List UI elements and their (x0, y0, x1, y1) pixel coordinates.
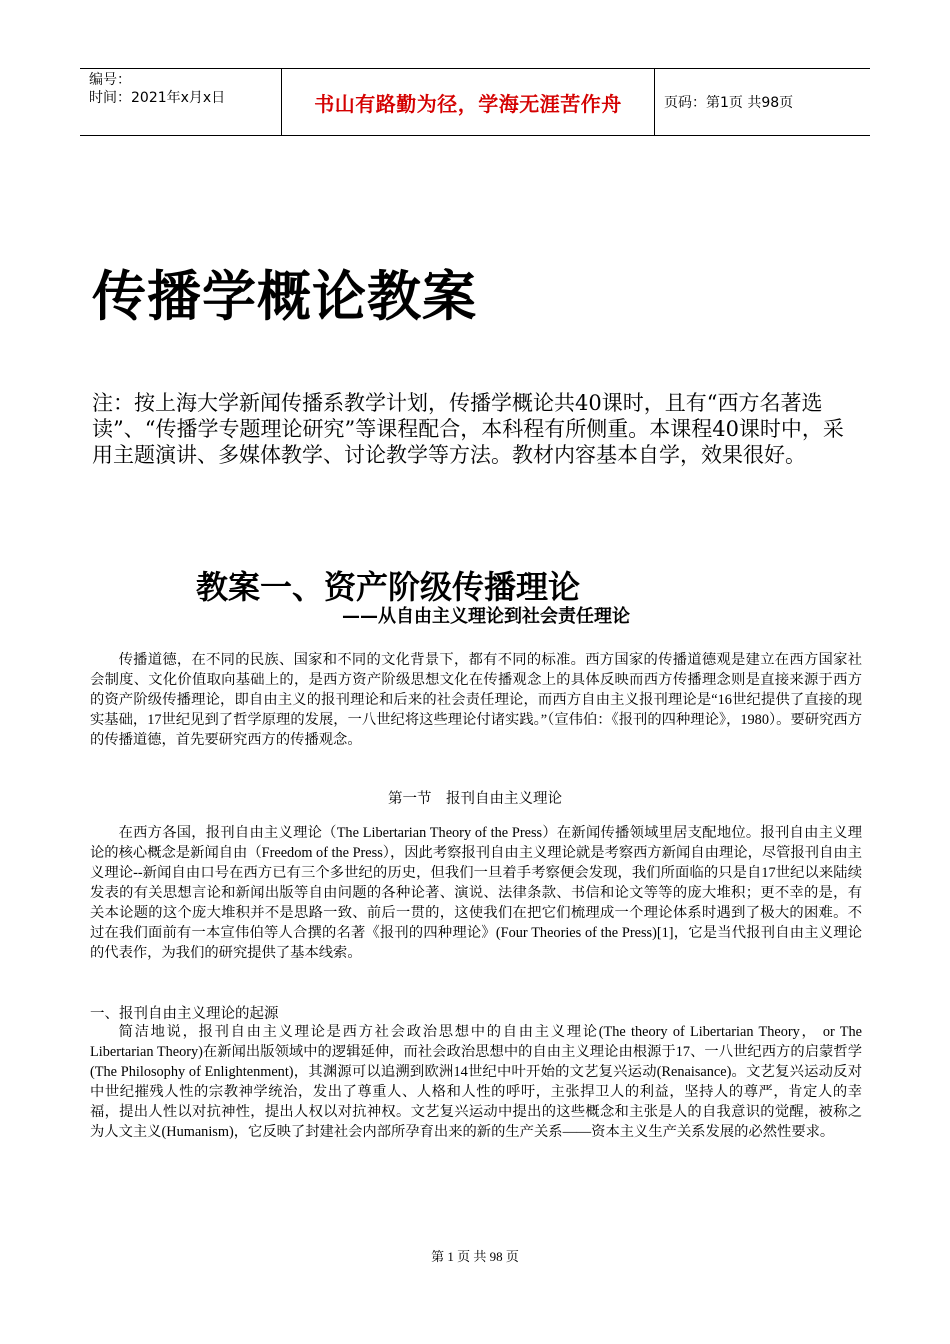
section-paragraph: 在西方各国，报刊自由主义理论（The Libertarian Theory of the Press）在新闻传播领域里居支配地位。报刊自由主义理论的核心概念是新闻自由（Freedom of the Press），因此考察报刊自由主义理论就是考察西方新闻自由理论，尽管报刊自由主义理论--新闻自由口号在西方已有三个多世纪的历史，但我们一旦着手考察便会发现，我们所面临的只是自17世纪以来陆续发表的有关思想言论和新闻出版等自由问题的各种论著、演说、法律条款、书信和论文等等的庞大堆积；更不幸的是，有关本论题的这个庞大堆积并不是思路一致、前后一贯的，这使我们在把它们梳理成一个理论体系时遇到了极大的困难。不过在我们面前有一本宣伟伯等人合撰的名著《报刊的四种理论》(Four Theories of the Press)[1]，它是当代报刊自由主义理论的代表作，为我们的研究提供了基本线索。 (90, 825, 862, 961)
course-note: 注：按上海大学新闻传播系教学计划，传播学概论共40课时，且有“西方名著选读”、“传播学专题理论研究”等课程配合，本科程有所侧重。本课程40课时中，采用主题演讲、多媒体教学、讨论教学等方法。教材内容基本自学，效果很好。 (92, 391, 844, 467)
intro-paragraph: 传播道德，在不同的民族、国家和不同的文化背景下，都有不同的标准。西方国家的传播道德观是建立在西方国家社会制度、文化价值取向基础上的，是西方资产阶级思想文化在传播观念上的具体反映而西方传播理念则是直接来源于西方的资产阶级传播理论，即自由主义的报刊理论和后来的社会责任理论，而西方自由主义报刊理论是“16世纪提供了直接的现实基础，17世纪见到了哲学原理的发展，一八世纪将这些理论付诸实践。”（宣伟伯：《报刊的四种理论》，1980）。要研究西方的传播道德，首先要研究西方的传播观念。 (90, 652, 862, 748)
document-title: 传播学概论教案 (92, 265, 477, 328)
date-line: 时间：2021年x月x日 (89, 90, 226, 106)
origin-paragraph: 简洁地说，报刊自由主义理论是西方社会政治思想中的自由主义理论(The theory of Libertarian Theory， or The Libertarian Theory)在新闻出版领域中的逻辑延伸，而社会政治思想中的自由主义理论由根源于17、一八世纪西方的启蒙哲学(The Philosophy of Enlightenment)，其渊源可以追溯到欧洲14世纪中叶开始的文艺复兴运动(Renaisance)。文艺复兴运动反对中世纪摧残人性的宗教神学统治，发出了尊重人、人格和人性的呼吁，主张捍卫人的利益，坚持人的尊严，肯定人的幸福，提出人性以对抗神性，提出人权以对抗神权。文艺复兴运动中提出的这些概念和主张是人的自我意识的觉醒，被称之为人文主义(Humanism)，它反映了封建社会内部所孕育出来的新的生产关系——资本主义生产关系发展的必然性要求。 (90, 1024, 862, 1140)
lesson-subtitle: ——从自由主义理论到社会责任理论 (342, 606, 630, 627)
header-table (80, 68, 870, 136)
section-heading-text: 第一节 报刊自由主义理论 (388, 791, 562, 807)
section-heading (0, 787, 950, 808)
header-meta-cell (80, 69, 282, 135)
page-info: 页码：第1页 共98页 (664, 95, 794, 111)
page-footer: 第 1 页 共 98 页 (431, 1249, 519, 1264)
lesson-title: 教案一、资产阶级传播理论 (196, 568, 581, 606)
subheading: 一、报刊自由主义理论的起源 (90, 1006, 279, 1022)
motto: 书山有路勤为径，学海无涯苦作舟 (282, 69, 655, 135)
serial-label: 编号： (89, 72, 131, 88)
